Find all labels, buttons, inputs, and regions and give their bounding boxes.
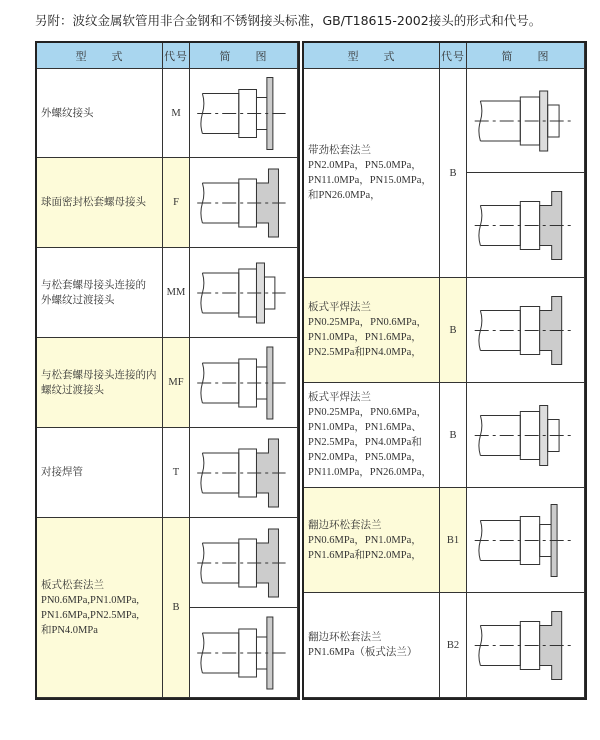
left-row-type [37,158,163,248]
fitting-drawing [467,69,585,173]
right-row-type [304,383,440,488]
left-row-code [163,338,190,428]
right-row-code-text: B2 [446,639,460,651]
right-row-type-text: 带劲松套法兰 PN2.0MPa，PN5.0MPa， PN11.0MPa，PN15.0MPa， 和PN26.0MPa， [308,145,432,201]
left-row-code [163,69,190,158]
right-row-code [440,593,467,698]
fitting-drawing [190,338,298,428]
left-row-type [37,428,163,518]
fitting-drawing [190,518,298,608]
fitting-drawing [467,278,585,383]
left-header-type-text: 型 式 [75,49,124,63]
left-row-code-text: B [172,602,180,613]
right-row-type-text: 翻边环松套法兰 PN1.6MPa（板式法兰） [308,632,418,658]
right-row-type-text: 板式平焊法兰 PN0.25MPa，PN0.6MPa， PN1.0MPa，PN1.6MPa、 PN2.5MPa，PN4.0MPa和 PN2.0MPa，PN5.0MPa， PN11.0MPa，PN26.0MPa， [308,392,432,478]
left-header-code-text: 代号 [164,49,188,63]
right-row-type-text: 板式平焊法兰 PN0.25MPa，PN0.6MPa， PN1.0MPa，PN1.6MPa， PN2.5MPa和PN4.0MPa， [308,302,428,358]
fitting-drawing [467,593,585,698]
left-row-type-text: 对接焊管 [41,467,83,478]
left-row-code [163,248,190,338]
left-row-code-text: MM [166,287,186,298]
left-header-code [163,43,190,69]
fitting-drawing [467,488,585,593]
left-row-code [163,158,190,248]
left-row-code-text: F [173,197,179,208]
right-header-figure-text: 简 图 [501,49,550,63]
left-row-code-text: T [172,467,180,478]
right-row-code [440,383,467,488]
page-title: 另附：波纹金属软管用非合金钢和不锈钢接头标准，GB/T18615-2002接头的形式和代号。 [35,13,542,28]
left-row-type-text: 与松套螺母接头连接的 外螺纹过渡接头 [41,279,146,306]
left-row-type [37,338,163,428]
left-row-type [37,69,163,158]
left-header-type [37,43,163,69]
right-header-type-text: 型 式 [347,49,396,63]
right-row-type [304,69,440,278]
left-row-type-text: 外螺纹接头 [41,107,94,119]
right-row-type-text: 翻边环松套法兰 PN0.6MPa，PN1.0MPa， PN1.6MPa和PN2.0MPa， [308,519,422,561]
left-header-figure-text: 简 图 [219,49,268,63]
fitting-drawing [190,158,298,248]
right-row-type [304,488,440,593]
right-row-code-text: B [449,429,457,441]
right-row-code [440,69,467,278]
fitting-drawing [190,608,298,698]
left-header-figure [190,43,298,69]
left-row-code-text: MF [168,377,184,388]
right-row-code-text: B [449,167,457,179]
fitting-drawing [190,69,298,158]
right-header-type [304,43,440,69]
left-row-type [37,248,163,338]
right-row-code [440,488,467,593]
right-row-type [304,593,440,698]
left-row-type-text: 球面密封松套螺母接头 [41,197,146,208]
right-header-code-text: 代号 [441,49,465,63]
left-row-type-text: 与松套螺母接头连接的内 螺纹过渡接头 [41,369,157,396]
fitting-drawing [190,248,298,338]
right-row-code-text: B1 [446,534,460,546]
fitting-drawing [467,383,585,488]
left-row-code-text: M [171,107,181,119]
right-row-type [304,278,440,383]
right-header-code [440,43,467,69]
fitting-drawing [467,173,585,278]
right-header-figure [467,43,585,69]
right-row-code [440,278,467,383]
left-row-type [37,518,163,698]
left-row-code [163,518,190,698]
left-row-type-text: 板式松套法兰 PN0.6MPa,PN1.0MPa, PN1.6MPa,PN2.5MPa, 和PN4.0MPa [41,579,140,636]
left-row-code [163,428,190,518]
right-row-code-text: B [449,324,457,336]
fitting-drawing [190,428,298,518]
